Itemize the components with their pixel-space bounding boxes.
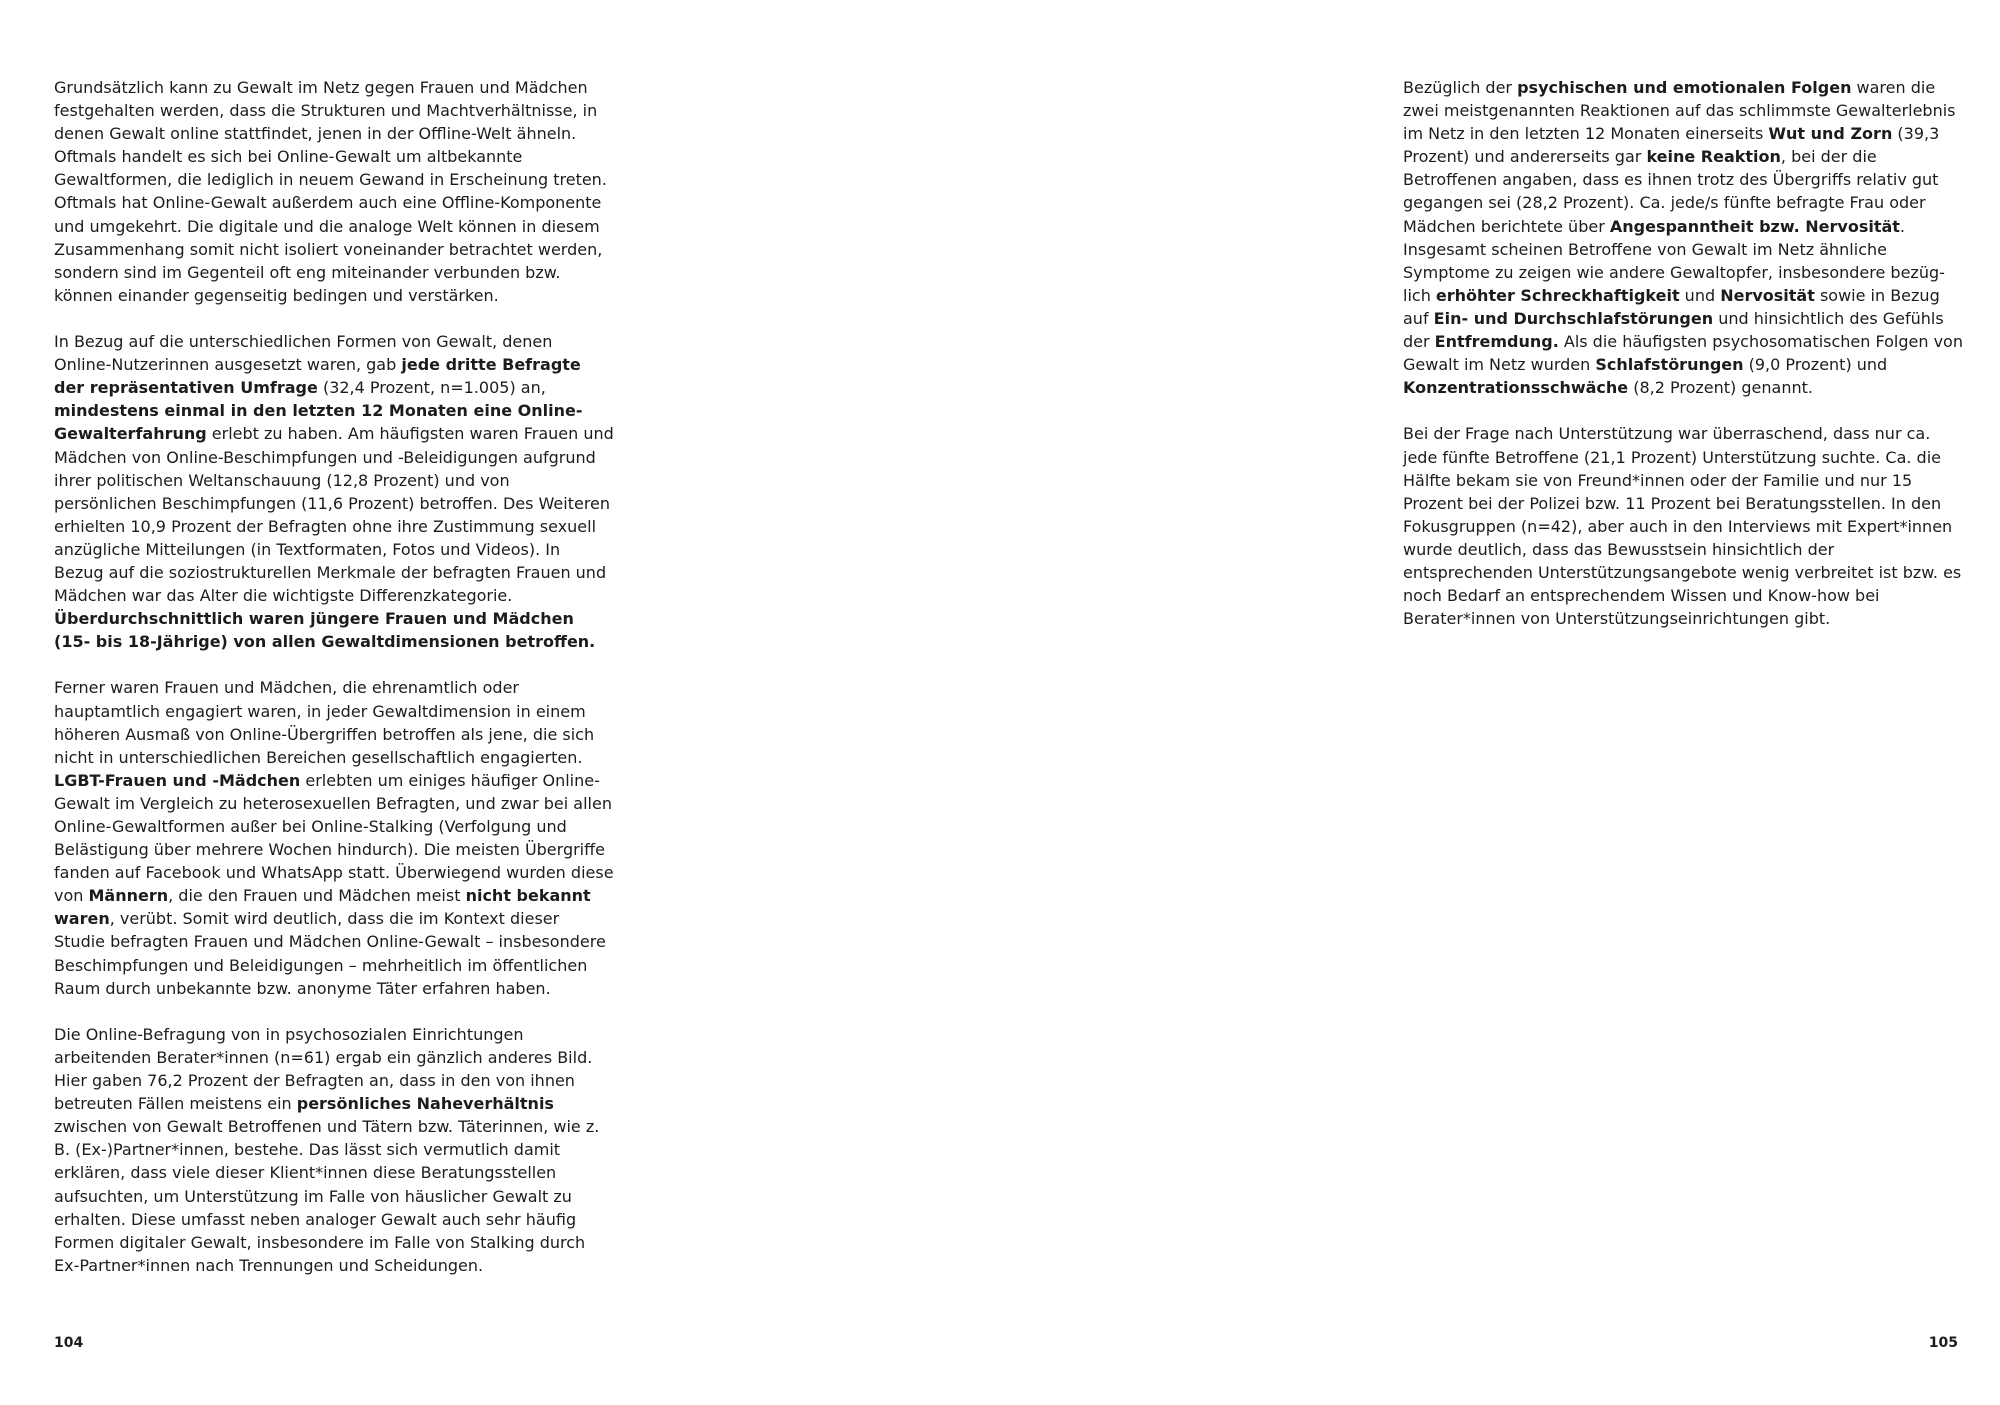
page-number-left: 104 (54, 1335, 84, 1351)
bold-text: mindestens einmal in den letzten 12 Monaten eine Online-Gewalterfahrung (54, 401, 583, 444)
bold-text: keine Reaktion (1646, 147, 1781, 167)
text-run: zwischen von Gewalt Betroffenen und Tätern bzw. Täterinnen, wie z. B. (Ex-)Partner*innen, bestehe. Das lässt sich vermutlich damit erklären, dass viele dieser Klient*innen diese Beratungsstellen aufsuchten, um Unterstützung im Falle von häuslicher Gewalt zu erhalten. Diese umfasst neben analoger Gewalt auch sehr häufig Formen digitaler Gewalt, insbesondere im Falle von Stalking durch Ex-Partner*innen nach Trennungen und Scheidungen. (54, 1117, 600, 1275)
bold-text: Konzentrationsschwäche (1403, 378, 1629, 398)
text-run: Bezüglich der (1403, 78, 1518, 97)
right-text-column (1403, 76, 1963, 653)
paragraph (54, 676, 614, 999)
left-text-column (54, 76, 614, 1300)
bold-text: Überdurchschnittlich waren jüngere Frauen und Mädchen (15- bis 18-Jährige) von allen Gewaltdimensionen betroffen. (54, 609, 596, 652)
paragraph (54, 1023, 614, 1277)
text-run: sowie in Bezug auf (1403, 285, 1940, 328)
bold-text: Ein- und Durchschlafstörungen (1433, 308, 1714, 328)
bold-text: Angespanntheit bzw. Nervosität (1609, 216, 1900, 236)
text-run: (8,2 Prozent) genannt. (1628, 378, 1813, 398)
text-run: Ferner waren Frauen und Mädchen, die ehrenamtlich oder hauptamtlich engagiert waren, in jeder Gewaltdimension in einem höheren Ausmaß von Online-Übergriffen betroffen als jene, die sich nicht in unterschiedlichen Bereichen gesellschaftlich engagierten. (54, 678, 595, 767)
bold-text: Wut und Zorn (1768, 124, 1893, 144)
paragraph (54, 330, 614, 653)
text-run: , verübt. Somit wird deutlich, dass die im Kontext dieser Studie befragten Frauen und Mädchen Online-Gewalt – insbesondere Beschimpfungen und Beleidigungen – mehrheitlich im öffentlichen Raum durch unbekannte bzw. anonyme Täter erfahren haben. (54, 909, 606, 998)
bold-text: psychischen und emotionalen Folgen (1517, 78, 1852, 97)
bold-text: Männern (88, 886, 169, 906)
text-run: . Insgesamt scheinen Betroffene von Gewalt im Netz ähnliche Symptome zu zeigen wie andere Gewaltopfer, insbesondere bezüg-lich (1403, 216, 1945, 305)
text-run: , die den Frauen und Mädchen meist (168, 886, 466, 906)
bold-text: Nervosität (1720, 285, 1815, 305)
bold-text: nicht bekannt waren (54, 886, 591, 929)
text-run: (9,0 Prozent) und (1743, 355, 1888, 375)
text-run: Die Online-Befragung von in psychosozialen Einrichtungen arbeitenden Berater*innen (n=61) ergab ein gänzlich anderes Bild. Hier gaben 76,2 Prozent der Befragten an, dass in den von ihnen betreuten Fällen meistens ein (54, 1024, 593, 1114)
paragraph (54, 76, 614, 307)
paragraph (1403, 76, 1963, 399)
text-run: waren die zwei meistgenannten Reaktionen auf das schlimmste Gewalterlebnis im Netz in den letzten 12 Monaten einerseits (1403, 78, 1956, 144)
paragraph (1403, 422, 1963, 630)
page-number-right: 105 (1928, 1335, 1958, 1351)
bold-text: persönliches Naheverhältnis (296, 1094, 554, 1114)
bold-text: LGBT-Frauen und -Mädchen (54, 770, 301, 790)
text-run: , bei der die Betroffenen angaben, dass es ihnen trotz des Übergriffs relativ gut gegangen sei (28,2 Prozent). Ca. jede/s fünfte befragte Frau oder Mädchen berichtete über (1403, 147, 1939, 236)
text-run: Bei der Frage nach Unterstützung war überraschend, dass nur ca. jede fünfte Betroffene (21,1 Prozent) Unterstützung suchte. Ca. die Hälfte bekam sie von Freund*innen oder der Familie und nur 15 Prozent bei der Polizei bzw. 11 Prozent bei Beratungsstellen. In den Fokusgruppen (n=42), aber auch in den Interviews mit Expert*innen wurde deutlich, dass das Bewusstsein hinsichtlich der entsprechenden Unterstützungsangebote wenig verbreitet ist bzw. es noch Bedarf an entsprechendem Wissen und Know-how bei Berater*innen von Unterstützungseinrichtungen gibt. (1403, 424, 1962, 629)
text-run: und hinsichtlich des Gefühls der (1403, 308, 1944, 352)
text-run: (39,3 Prozent) und andererseits gar (1403, 124, 1940, 167)
text-run: In Bezug auf die unterschiedlichen Formen von Gewalt, denen Online-Nutzerinnen ausgesetzt waren, gab (54, 332, 553, 375)
text-run: und (1679, 285, 1721, 305)
text-run: Als die häufigsten psychosomatischen Folgen von Gewalt im Netz wurden (1403, 332, 1963, 375)
text-run: (32,4 Prozent, n=1.005) an, (317, 378, 546, 398)
bold-text: Entfremdung. (1434, 332, 1559, 352)
text-run: Grundsätzlich kann zu Gewalt im Netz gegen Frauen und Mädchen festgehalten werden, dass die Strukturen und Machtverhältnisse, in denen Gewalt online stattfindet, jenen in der Offline-Welt ähneln. Oftmals handelt es sich bei Online-Gewalt um altbekannte Gewaltformen, die lediglich in neuem Gewand in Erscheinung treten. Oftmals hat Online-Gewalt außerdem auch eine Offline-Komponente und umgekehrt. Die digitale und die analoge Welt können in diesem Zusammenhang somit nicht isoliert voneinander betrachtet werden, sondern sind im Gegenteil oft eng miteinander verbunden bzw. können einander gegenseitig bedingen und verstärken. (54, 78, 607, 305)
text-run: erlebten um einiges häufiger Online-Gewalt im Vergleich zu heterosexuellen Befragten, und zwar bei allen Online-Gewaltformen außer bei Online-Stalking (Verfolgung und Belästigung über mehrere Wochen hindurch). Die meisten Übergriffe fanden auf Facebook und WhatsApp statt. Überwiegend wurden diese von (54, 770, 614, 906)
bold-text: erhöhter Schreckhaftigkeit (1435, 285, 1680, 305)
right-page (1000, 0, 2000, 1405)
bold-text: jede dritte Befragte der repräsentativen Umfrage (54, 355, 581, 398)
bold-text: Schlafstörungen (1595, 355, 1744, 375)
text-run: erlebt zu haben. Am häufigsten waren Frauen und Mädchen von Online-Beschimpfungen und -Beleidigungen aufgrund ihrer politischen Weltanschauung (12,8 Prozent) und von persönlichen Beschimpfungen (11,6 Prozent) betroffen. Des Weiteren erhielten 10,9 Prozent der Befragten ohne ihre Zustimmung sexuell anzügliche Mitteilungen (in Textformaten, Fotos und Videos). In Bezug auf die soziostrukturellen Merkmale der befragten Frauen und Mädchen war das Alter die wichtigste Differenzkategorie. (54, 424, 614, 606)
